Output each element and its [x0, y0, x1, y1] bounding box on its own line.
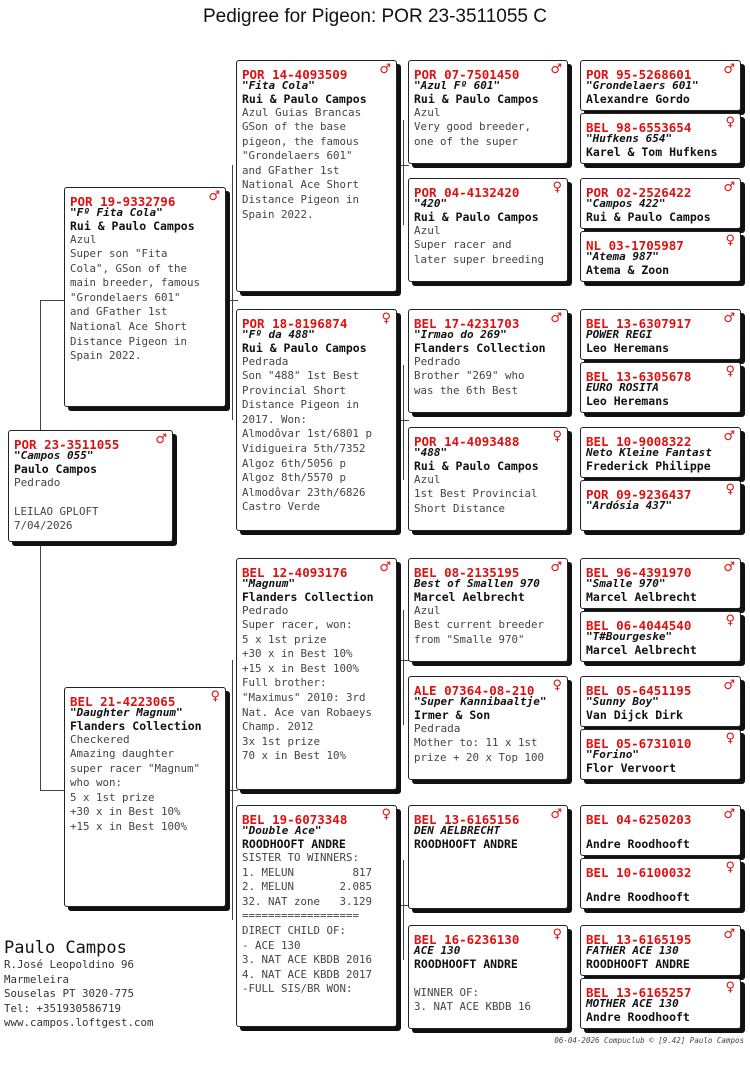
ring-number: BEL 98-6553654: [586, 120, 692, 135]
male-icon: ♂: [723, 560, 735, 575]
pigeon-card-g7[interactable]: [580, 427, 741, 478]
female-icon: ♀: [552, 678, 562, 693]
pigeon-card-g13[interactable]: [580, 805, 741, 856]
owner: Rui & Paulo Campos: [70, 219, 195, 233]
pigeon-card-sdd[interactable]: [408, 427, 568, 531]
male-icon: ♂: [723, 311, 735, 326]
connector-line: [568, 720, 569, 770]
ring-number: BEL 13-6165195: [586, 932, 692, 947]
pigeon-card-g3[interactable]: [580, 178, 741, 229]
pigeon-name: "Magnum": [242, 577, 295, 590]
owner: Andre Roodhooft: [586, 837, 690, 851]
owner: Rui & Paulo Campos: [414, 459, 539, 473]
owner: ROODHOOFT ANDRE: [586, 957, 690, 971]
description: SISTER TO WINNERS: 1. MELUN 817 2. MELUN 2.085 32. NAT zone 3.129 ================== DIRECT CHILD OF: - ACE 130 3. NAT ACE KBDB 2016 4. NAT ACE KBDB 2017 -FULL SIS/BR WON:: [242, 851, 373, 996]
breeder-address: R.José Leopoldino 96: [4, 958, 135, 971]
page-title: Pedigree for Pigeon: POR 23-3511055 C: [203, 6, 547, 27]
pigeon-name: "Ardósia 437": [586, 499, 673, 512]
pigeon-name: "T#Bourgeske": [586, 630, 673, 643]
owner: ROODHOOFT ANDRE: [414, 837, 518, 851]
pigeon-name: MOTHER ACE 130: [586, 997, 679, 1010]
female-icon: ♀: [725, 482, 735, 497]
ring-number: BEL 12-4093176: [242, 565, 348, 580]
owner: Van Dijck Dirk: [586, 708, 683, 722]
connector-line: [568, 600, 569, 650]
description: 1st Best Provincial Short Distance: [414, 487, 538, 515]
owner: Alexandre Gordo: [586, 92, 690, 106]
owner: Andre Roodhooft: [586, 1010, 690, 1024]
color: Pedrado: [414, 355, 461, 368]
male-icon: ♂: [379, 560, 391, 575]
pigeon-name: "Campos 055": [14, 449, 94, 462]
connector-line: [403, 860, 404, 960]
female-icon: ♀: [725, 860, 735, 875]
male-icon: ♂: [379, 62, 391, 77]
ring-number: BEL 13-6307917: [586, 316, 692, 331]
ring-number: BEL 13-6165156: [414, 812, 520, 827]
pigeon-card-g15[interactable]: [580, 925, 741, 976]
ring-number: BEL 17-4231703: [414, 316, 520, 331]
description: Very good breeder, one of the super: [414, 120, 532, 148]
ring-number: BEL 08-2135195: [414, 565, 520, 580]
ring-number: BEL 96-4391970: [586, 565, 692, 580]
pigeon-card-sire-dam[interactable]: [236, 309, 397, 531]
pigeon-name: "Forino": [586, 748, 639, 761]
description: Super racer and later super breeding: [414, 238, 545, 266]
pigeon-name: "Fº Fita Cola": [70, 206, 163, 219]
ring-number: BEL 06-4044540: [586, 618, 692, 633]
pigeon-card-dam-sire[interactable]: [236, 558, 397, 790]
pigeon-name: "Smalle 970": [586, 577, 666, 590]
pigeon-name: "Azul Fº 601": [414, 79, 501, 92]
ring-number: POR 19-9332796: [70, 194, 176, 209]
pigeon-name: Best of Smallen 970: [414, 577, 540, 590]
ring-number: BEL 13-6305678: [586, 369, 692, 384]
male-icon: ♂: [550, 311, 562, 326]
male-icon: ♂: [155, 432, 167, 447]
description: Brother "269" who was the 6th Best: [414, 369, 525, 397]
pigeon-card-dam[interactable]: [64, 687, 226, 907]
male-icon: ♂: [723, 429, 735, 444]
connector-line: [568, 470, 569, 520]
breeder-phone: Tel: +351930586719: [4, 1001, 122, 1015]
connector-line: [568, 960, 569, 1020]
ring-number: NL 03-1705987: [586, 238, 684, 253]
pigeon-card-g2[interactable]: [580, 113, 741, 164]
female-icon: ♀: [725, 613, 735, 628]
color: Azul Guias Brancas: [242, 106, 362, 119]
owner: Leo Heremans: [586, 341, 670, 355]
pigeon-name: DEN AELBRECHT: [414, 824, 501, 837]
owner: Flor Vervoort: [586, 761, 677, 775]
description: Super racer, won: 5 x 1st prize +30 x in Best 10% +15 x in Best 100% Full brother: "Maximus" 2010: 3rd Nat. Ace van Robaeys Champ. 2012 3x 1st prize 70 x in Best 10%: [242, 618, 373, 763]
ring-number: BEL 05-6731010: [586, 736, 692, 751]
color: Azul: [414, 604, 441, 617]
owner: Andre Roodhooft: [586, 890, 690, 904]
color: Azul: [70, 233, 97, 246]
male-icon: ♂: [723, 678, 735, 693]
description: LEILAO GPLOFT 7/04/2026: [14, 504, 99, 533]
ring-number: BEL 19-6073348: [242, 812, 348, 827]
owner: Flanders Collection: [70, 719, 202, 733]
ring-number: POR 14-4093509: [242, 67, 348, 82]
female-icon: ♀: [552, 180, 562, 195]
pigeon-card-g16[interactable]: [580, 978, 741, 1029]
owner: Rui & Paulo Campos: [414, 210, 539, 224]
owner: Leo Heremans: [586, 394, 670, 408]
female-icon: ♀: [210, 689, 220, 704]
pigeon-card-dam-dam[interactable]: [236, 805, 397, 1027]
pigeon-name: "Fº da 488": [242, 328, 315, 341]
male-icon: ♂: [550, 807, 562, 822]
male-icon: ♂: [723, 62, 735, 77]
ring-number: BEL 10-6100032: [586, 865, 692, 880]
owner: Paulo Campos: [14, 462, 98, 476]
description: Son "488" 1st Best Provincial Short Distance Pigeon in 2017. Won: Almodôvar 1st/6801 p Vidigueira 5th/7352 Algoz 6th/5056 p Algoz 8th/5570 p Almodôvar 23th/6826 Castro Verde: [242, 369, 373, 514]
breeder-address: Marmeleira: [4, 972, 70, 986]
color: Azul: [414, 224, 441, 237]
pigeon-card-g1[interactable]: [580, 60, 741, 111]
connector-line: [403, 365, 404, 480]
male-icon: ♂: [550, 560, 562, 575]
ring-number: BEL 05-6451195: [586, 683, 692, 698]
ring-number: POR 23-3511055: [14, 437, 120, 452]
footer-credits: 06-04-2026 Compuclub © [9.42] Paulo Campos: [554, 1036, 744, 1045]
connector-line: [40, 300, 65, 301]
male-icon: ♂: [550, 62, 562, 77]
color: Pedrado: [14, 476, 61, 489]
owner: Rui & Paulo Campos: [414, 92, 539, 106]
female-icon: ♀: [725, 233, 735, 248]
female-icon: ♀: [725, 731, 735, 746]
pigeon-name: "Hufkens 654": [586, 132, 673, 145]
pigeon-card-g14[interactable]: [580, 858, 741, 909]
connector-line: [232, 165, 233, 420]
pigeon-card-sire-sire[interactable]: [236, 60, 397, 292]
pigeon-name: "Atema 987": [586, 250, 659, 263]
connector-line: [40, 540, 41, 790]
female-icon: ♀: [381, 311, 391, 326]
ring-number: BEL 10-9008322: [586, 434, 692, 449]
pigeon-card-g4[interactable]: [580, 231, 741, 282]
owner: ROODHOOFT ANDRE: [414, 957, 518, 971]
female-icon: ♀: [725, 980, 735, 995]
breeder-website[interactable]: www.campos.loftgest.com: [4, 1016, 154, 1029]
pigeon-name: "Double Ace": [242, 824, 322, 837]
connector-line: [568, 110, 569, 150]
pigeon-name: "Daughter Magnum": [70, 706, 183, 719]
owner: Marcel Aelbrecht: [586, 590, 697, 604]
owner: Rui & Paulo Campos: [242, 341, 367, 355]
description: Amazing daughter super racer "Magnum" who won: 5 x 1st prize +30 x in Best 10% +15 x in Best 100%: [70, 747, 201, 833]
pigeon-card-sss[interactable]: [408, 60, 568, 164]
breeder-address: Souselas PT 3020-775: [4, 987, 135, 1000]
owner: Karel & Tom Hufkens: [586, 145, 718, 159]
female-icon: ♀: [725, 364, 735, 379]
ring-number: POR 04-4132420: [414, 185, 520, 200]
female-icon: ♀: [381, 807, 391, 822]
ring-number: POR 18-8196874: [242, 316, 348, 331]
pigeon-name: "Fita Cola": [242, 79, 315, 92]
pigeon-name: "Grondelaers 601": [586, 79, 699, 92]
pigeon-card-ddd[interactable]: [408, 925, 568, 1029]
ring-number: BEL 04-6250203: [586, 812, 692, 827]
pigeon-card-dds[interactable]: [408, 805, 568, 909]
female-icon: ♀: [552, 429, 562, 444]
male-icon: ♂: [723, 927, 735, 942]
connector-line: [232, 660, 233, 920]
owner: Marcel Aelbrecht: [414, 590, 525, 604]
breeder-name: Paulo Campos: [4, 938, 127, 958]
pigeon-name: EURO ROSITA: [586, 381, 659, 394]
pigeon-card-ssd[interactable]: [408, 178, 568, 282]
connector-line: [403, 610, 404, 725]
ring-number: POR 14-4093488: [414, 434, 520, 449]
color: Pedrado: [242, 604, 289, 617]
pigeon-card-dss[interactable]: [408, 558, 568, 662]
connector-line: [568, 360, 569, 400]
pigeon-name: FATHER ACE 130: [586, 944, 679, 957]
ring-number: POR 02-2526422: [586, 185, 692, 200]
owner: Flanders Collection: [414, 341, 546, 355]
male-icon: ♂: [723, 807, 735, 822]
pigeon-card-g10[interactable]: [580, 611, 741, 662]
male-icon: ♂: [723, 180, 735, 195]
owner: Irmer & Son: [414, 708, 491, 722]
connector-line: [40, 300, 41, 430]
color: Azul: [414, 473, 441, 486]
male-icon: ♂: [208, 189, 220, 204]
connector-line: [568, 840, 569, 900]
pigeon-card-g8[interactable]: [580, 480, 741, 531]
pigeon-card-sire[interactable]: [64, 187, 226, 407]
pigeon-card-subject[interactable]: [8, 430, 173, 542]
pigeon-name: "Super Kannibaaltje": [414, 695, 547, 708]
owner: Rui & Paulo Campos: [242, 92, 367, 106]
female-icon: ♀: [552, 927, 562, 942]
owner: Flanders Collection: [242, 590, 374, 604]
color: Pedrada: [414, 722, 461, 735]
owner: ROODHOOFT ANDRE: [242, 837, 346, 851]
description: WINNER OF: 3. NAT ACE KBDB 16: [414, 985, 532, 1014]
pigeon-card-g6[interactable]: [580, 362, 741, 413]
color: Checkered: [70, 733, 130, 746]
connector-line: [568, 230, 569, 270]
owner: Frederick Philippe: [586, 459, 711, 473]
owner: Marcel Aelbrecht: [586, 643, 697, 657]
pigeon-card-dsd[interactable]: [408, 676, 568, 780]
ring-number: POR 95-5268601: [586, 67, 692, 82]
description: Super son "Fita Cola", GSon of the main breeder, famous "Grondelaers 601" and GFather 1st National Ace Short Distance Pigeon in Spain 2022.: [70, 247, 201, 363]
female-icon: ♀: [725, 115, 735, 130]
description: Best current breeder from "Smalle 970": [414, 618, 545, 646]
pigeon-name: POWER REGI: [586, 328, 653, 341]
pigeon-name: Neto Kleine Fantast: [586, 446, 712, 459]
breeder-info: [4, 938, 154, 1031]
ring-number: BEL 13-6165257: [586, 985, 692, 1000]
ring-number: BEL 16-6236130: [414, 932, 520, 947]
pigeon-card-g9[interactable]: [580, 558, 741, 609]
pigeon-name: "Irmao do 269": [414, 328, 507, 341]
pigeon-card-g12[interactable]: [580, 729, 741, 780]
connector-line: [40, 790, 65, 791]
ring-number: POR 09-9236437: [586, 487, 692, 502]
pigeon-name: "420": [414, 197, 448, 210]
color: Pedrada: [242, 355, 289, 368]
pigeon-card-g11[interactable]: [580, 676, 741, 727]
pigeon-name: "Campos 422": [586, 197, 666, 210]
pigeon-card-sds[interactable]: [408, 309, 568, 413]
pigeon-card-g5[interactable]: [580, 309, 741, 360]
description: GSon of the base pigeon, the famous "Grondelaers 601" and GFather 1st National Ace Short Distance Pigeon in Spain 2022.: [242, 120, 360, 221]
color: Azul: [414, 106, 441, 119]
description: Mother to: 11 x 1st prize + 20 x Top 100: [414, 736, 545, 764]
connector-line: [403, 120, 404, 225]
ring-number: POR 07-7501450: [414, 67, 520, 82]
owner: Atema & Zoon: [586, 263, 670, 277]
ring-number: ALE 07364-08-210: [414, 683, 535, 698]
owner: Rui & Paulo Campos: [586, 210, 711, 224]
ring-number: BEL 21-4223065: [70, 694, 176, 709]
pigeon-name: "488": [414, 446, 448, 459]
pigeon-name: "Sunny Boy": [586, 695, 659, 708]
pigeon-name: ACE 130: [414, 944, 461, 957]
